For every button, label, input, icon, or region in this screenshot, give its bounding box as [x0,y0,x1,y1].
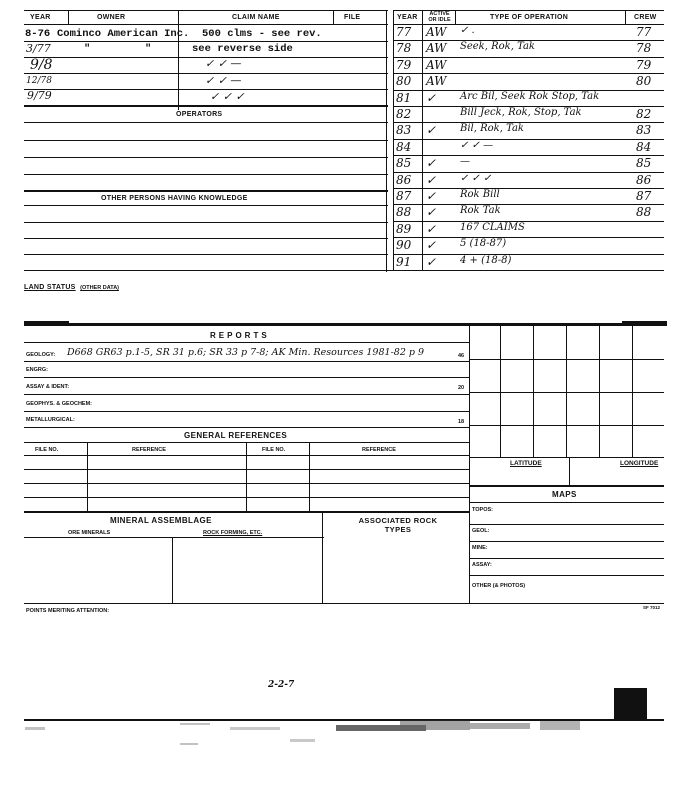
activity-crew: 79 [636,58,652,72]
divider [24,323,664,326]
activity-year: 83 [396,123,412,137]
owner-row-year: 8-76 [25,28,51,40]
activity-type: Rok Tak [460,205,501,216]
ref-header-reference: REFERENCE [362,447,396,453]
activity-type: Seek, Rok, Tak [460,41,535,52]
activity-status: ✓ [426,205,437,219]
activity-type: Arc Bil, Seek Rok Stop, Tak [460,91,600,102]
land-status [24,276,119,294]
activity-type: 4 + (18-8) [460,255,512,266]
header-claim-name: CLAIM NAME [232,14,280,21]
activity-crew: 86 [636,173,652,187]
general-refs-title: GENERAL REFERENCES [184,431,288,440]
reports-title: REPORTS [210,331,270,340]
land-status-label: LAND STATUS [24,284,76,291]
activity-year: 79 [396,58,412,72]
activity-type: 167 CLAIMS [460,222,525,233]
activity-crew: 88 [636,205,652,219]
owner-row-claim: ✓ ✓ ✓ [210,90,245,103]
owner-row-claim: ✓ ✓ — [205,74,242,87]
activity-status: AW [426,74,447,88]
ore-minerals-label: ORE MINERALS [68,530,111,536]
activity-type: ✓ ✓ ✓ [460,173,492,184]
owner-row-claim: 500 clms - see rev. [202,28,322,40]
activity-row-line [393,270,664,271]
geology-num: 46 [458,353,465,359]
activity-crew: 83 [636,123,652,137]
assay-num: 20 [458,385,465,391]
owner-row-year: 9/79 [27,89,52,102]
ref-header-reference: REFERENCE [132,447,166,453]
activity-crew: 84 [636,140,652,154]
page-mark: 2-2-7 [268,680,295,690]
activity-crew: 80 [636,74,652,88]
owner-row-claim: ✓ ✓ — [205,57,242,70]
operators-label: OPERATORS [176,111,223,118]
topos-label: TOPOS: [472,507,493,513]
activity-status: AW [426,41,447,55]
activity-status: ✓ [426,123,437,137]
activity-year: 88 [396,205,412,219]
geology-label: GEOLOGY: [26,352,56,358]
activity-row-line [393,139,664,140]
divider-cap [622,321,667,326]
activity-year: 84 [396,140,412,154]
geophys-label: GEOPHYS. & GEOCHEM: [26,401,93,407]
header-crew: CREW [634,14,657,21]
engrg-label: ENGRG: [26,367,48,373]
longitude-label: LONGITUDE [620,460,659,467]
mineral-title: MINERAL ASSEMBLAGE [110,516,212,525]
activity-year: 90 [396,238,412,252]
activity-type: ✓ . [460,25,475,36]
ref-header-file-no: FILE NO. [35,447,59,453]
activity-type: ✓ ✓ — [460,140,494,151]
activity-type: 5 (18-87) [460,238,507,249]
activity-year: 82 [396,107,412,121]
activity-status: ✓ [426,189,437,203]
associated-rock-label: ASSOCIATED ROCK TYPES [358,516,438,534]
activity-year: 89 [396,222,412,236]
geol-label: GEOL: [472,528,490,534]
activity-year: 80 [396,74,412,88]
header-file: FILE [344,14,361,21]
activity-type: Bil, Rok, Tak [460,123,524,134]
owner-row-owner: " [84,43,91,55]
activity-year: 86 [396,173,412,187]
mine-label: MINE: [472,545,488,551]
points-label: POINTS MERITING ATTENTION: [26,608,110,614]
ref-header-file-no: FILE NO. [262,447,286,453]
assay-map-label: ASSAY: [472,562,492,568]
activity-type: — [460,156,470,167]
owner-row-year: 9/8 [30,57,53,73]
activity-status: ✓ [426,222,437,236]
activity-year: 87 [396,189,412,203]
assay-label: ASSAY & IDENT: [26,384,70,390]
header-year: YEAR [397,14,418,21]
activity-status: ✓ [426,91,437,105]
activity-type: Rok Bill [460,189,500,200]
header-active-idle: ACTIVE OR IDLE [428,11,451,23]
activity-crew: 87 [636,189,652,203]
maps-label: MAPS [552,490,577,499]
activity-status: ✓ [426,238,437,252]
form-number: SF 7012 [643,605,661,610]
activity-crew: 82 [636,107,652,121]
activity-status: ✓ [426,156,437,170]
metallurgical-num: 18 [458,419,465,425]
activity-year: 81 [396,91,412,105]
scan-noise [0,715,678,775]
owner-row-year: 3/77 [26,42,51,55]
activity-year: 85 [396,156,412,170]
header-owner: OWNER [97,14,126,21]
latitude-label: LATITUDE [510,460,542,467]
activity-crew: 85 [636,156,652,170]
owner-row-owner: Cominco American Inc. [57,28,190,40]
land-status-sub: (OTHER DATA) [80,285,120,291]
activity-status: ✓ [426,255,437,269]
other-photos-label: OTHER (& PHOTOS) [472,583,526,589]
geology-value: D668 GR63 p.1-5, SR 31 p.6; SR 33 p 7-8; AK Min. Resources 1981-82 p 9 [67,347,425,358]
activity-crew: 77 [636,25,652,39]
activity-year: 77 [396,25,412,39]
metallurgical-label: METALLURGICAL: [26,417,75,423]
owner-row-ditto: " [145,43,152,55]
activity-crew: 78 [636,41,652,55]
header-year: YEAR [30,14,51,21]
owner-row-year: 12/78 [26,76,52,86]
activity-type: Bill Jeck, Rok, Stop, Tak [460,107,582,118]
activity-year: 91 [396,255,412,269]
rock-forming-label: ROCK FORMING, ETC. [203,530,263,536]
activity-status: ✓ [426,173,437,187]
others-label: OTHER PERSONS HAVING KNOWLEDGE [101,195,248,202]
owner-row-claim: see reverse side [192,43,293,55]
activity-year: 78 [396,41,412,55]
divider-cap [24,321,69,326]
activity-status: AW [426,25,447,39]
header-type: TYPE OF OPERATION [490,14,569,21]
activity-status: AW [426,58,447,72]
